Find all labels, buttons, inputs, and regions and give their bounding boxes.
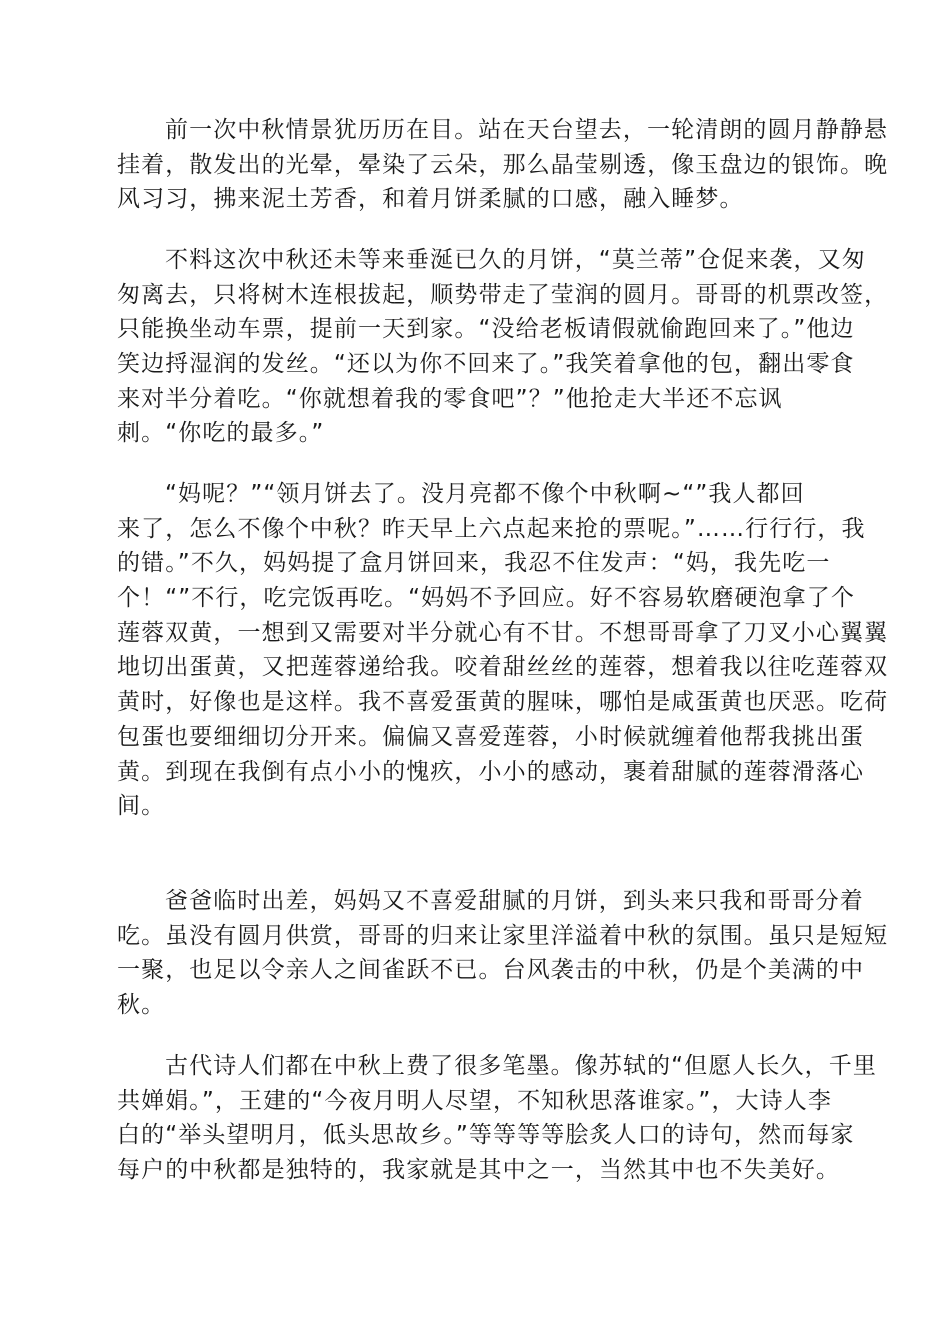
text-line: 古代诗人们都在中秋上费了很多笔墨。像苏轼的“但愿人长久，千里: [165, 1053, 877, 1079]
text-line: 笑边捋湿润的发丝。“还以为你不回来了。”我笑着拿他的包，翻出零食: [117, 351, 855, 378]
text-line: 白的“举头望明月，低头思故乡。”等等等等脍炙人口的诗句，然而每家: [117, 1122, 855, 1149]
paragraph-3: [117, 477, 888, 824]
text-line: 不料这次中秋还未等来垂涎已久的月饼，“莫兰蒂”仓促来袭，又匆: [165, 247, 866, 273]
text-line: 每户的中秋都是独特的，我家就是其中之一，当然其中也不失美好。: [117, 1157, 840, 1184]
text-line: 的错。”不久，妈妈提了盒月饼回来，我忍不住发声：“妈，我先吃一: [117, 550, 831, 577]
text-line: 黄。到现在我倒有点小小的愧疚，小小的感动，裹着甜腻的莲蓉滑落心: [117, 758, 865, 785]
paragraph-2: [117, 243, 888, 451]
text-line: 挂着，散发出的光晕，晕染了云朵，那么晶莹剔透，像玉盘边的银饰。晚: [117, 151, 889, 178]
text-line: 包蛋也要细细切分开来。偏偏又喜爱莲蓉，小时候就缠着他帮我挑出蛋: [117, 723, 865, 750]
paragraph-1: [117, 113, 888, 217]
text-line: 前一次中秋情景犹历历在目。站在天台望去，一轮清朗的圆月静静悬: [165, 117, 888, 143]
text-line: 地切出蛋黄，又把莲蓉递给我。咬着甜丝丝的莲蓉，想着我以往吃莲蓉双: [117, 654, 889, 681]
text-line: 匆离去，只将树木连根拔起，顺势带走了莹润的圆月。哥哥的机票改签，: [117, 281, 889, 308]
text-line: 一聚，也足以令亲人之间雀跃不已。台风袭击的中秋，仍是个美满的中: [117, 957, 865, 984]
text-line: 来了，怎么不像个中秋？昨天早上六点起来抢的票呢。”……行行行，我: [117, 515, 866, 542]
text-line: 刺。“你吃的最多。”: [117, 420, 325, 447]
text-line: 秋。: [117, 992, 166, 1019]
text-line: 只能换坐动车票，提前一天到家。“没给老板请假就偷跑回来了。”他边: [117, 316, 855, 343]
paragraph-4: [117, 884, 888, 1023]
text-line: 个！“”不行，吃完饭再吃。“妈妈不予回应。好不容易软磨硬泡拿了个: [117, 585, 855, 612]
text-line: 来对半分着吃。“你就想着我的零食吧”？”他抢走大半还不忘讽: [117, 385, 783, 412]
text-line: 间。: [117, 793, 166, 820]
paragraph-5: [117, 1049, 877, 1188]
text-line: 共婵娟。”，王建的“今夜月明人尽望，不知秋思落谁家。”，大诗人李: [117, 1087, 832, 1114]
text-line: 爸爸临时出差，妈妈又不喜爱甜腻的月饼，到头来只我和哥哥分着: [165, 888, 864, 914]
text-line: 黄时，好像也是这样。我不喜爱蛋黄的腥味，哪怕是咸蛋黄也厌恶。吃荷: [117, 689, 889, 716]
text-line: 风习习，拂来泥土芳香，和着月饼柔腻的口感，融入睡梦。: [117, 186, 744, 213]
text-line: 吃。虽没有圆月供赏，哥哥的归来让家里洋溢着中秋的氛围。虽只是短短: [117, 922, 889, 949]
text-line: 莲蓉双黄，一想到又需要对半分就心有不甘。不想哥哥拿了刀叉小心翼翼: [117, 619, 889, 646]
text-line: “妈呢？”“领月饼去了。没月亮都不像个中秋啊~“”我人都回: [165, 481, 805, 507]
